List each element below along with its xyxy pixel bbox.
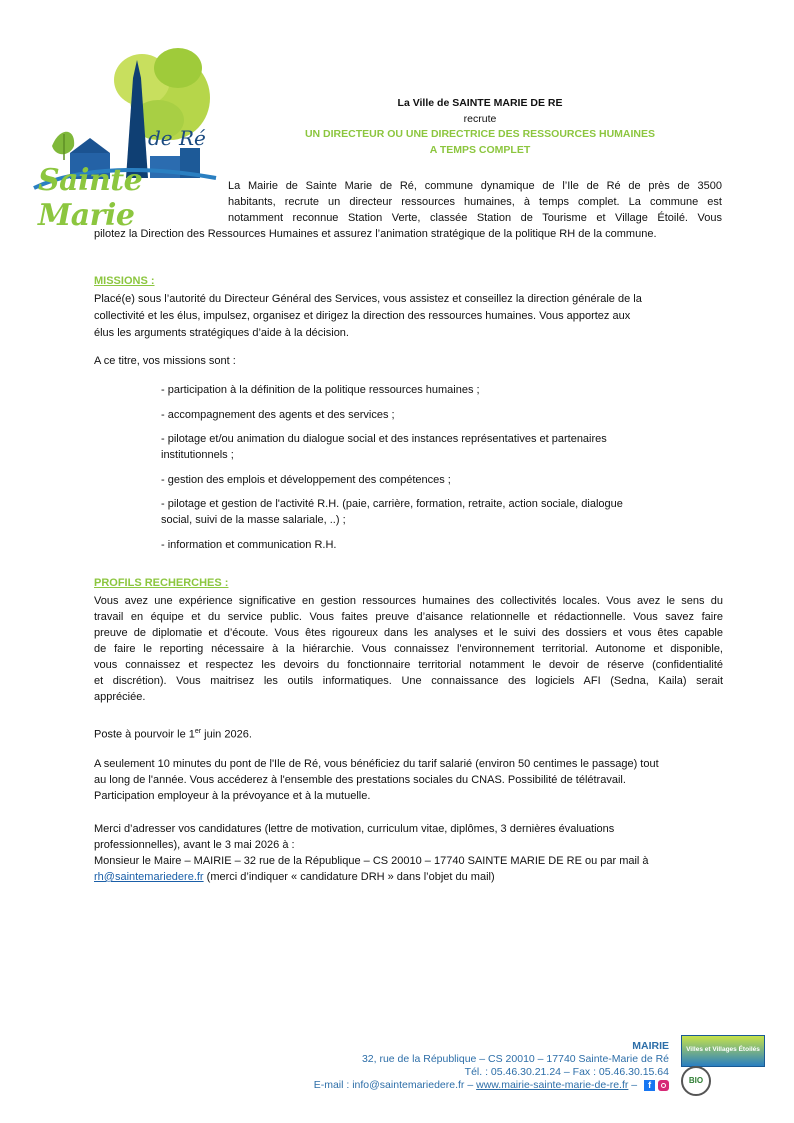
- footer-email: E-mail : info@saintemariedere.fr –: [313, 1079, 477, 1091]
- profiles-line: appréciée.: [94, 691, 146, 703]
- badge-label: Villes et Villages Étoilés: [686, 1046, 760, 1053]
- footer-title: MAIRIE: [632, 1040, 669, 1052]
- application-email-note: (merci d’indiquer « candidature DRH » dans l’objet du mail): [203, 871, 495, 883]
- profiles-paragraph: [94, 593, 723, 705]
- instagram-icon[interactable]: [658, 1080, 669, 1091]
- benefits-line: A seulement 10 minutes du pont de l'Ile de Ré, vous bénéficiez du tarif salarié (environ 50 centimes le passage) tout: [94, 758, 659, 770]
- missions-line: Placé(e) sous l’autorité du Directeur Général des Services, vous assistez et conseillez la direction générale de la: [94, 293, 642, 305]
- mission-item-line: - pilotage et gestion de l'activité R.H. (paie, carrière, formation, retraite, action sociale, dialogue: [161, 498, 623, 510]
- intro-line: habitants, recrute un directeur ressources humaines, à temps complet. La commune est: [228, 196, 722, 208]
- town-logo: [30, 38, 218, 233]
- application-line: [94, 869, 724, 885]
- start-date-suffix: juin 2026.: [201, 728, 252, 741]
- header-position: UN DIRECTEUR OU UNE DIRECTRICE DES RESSOURCES HUMAINES: [304, 128, 656, 140]
- organic-seal-icon: [681, 1066, 711, 1096]
- missions-intro: A ce titre, vos missions sont :: [94, 355, 236, 367]
- logo-wordmark: Sainte Marie: [38, 163, 143, 233]
- benefits-line: au long de l'année. Vous accéderez à l'ensemble des prestations sociales du CNAS. Possibilité de télétravail.: [94, 774, 626, 786]
- start-date-sup: er: [194, 728, 202, 735]
- mission-item: - participation à la définition de la politique ressources humaines ;: [161, 384, 480, 396]
- profiles-line: travail en équipe et du service public. Vous faites preuve d’aisance relationnelle et rédactionnelle. Vous savez faire: [94, 611, 723, 623]
- intro-paragraph: [228, 178, 722, 226]
- header-town: La Ville de SAINTE MARIE DE RE: [397, 97, 563, 109]
- profiles-line: de faire le reporting nécessaire à la hiérarchie. Vous connaissez l'environnement territorial. Autonome et disponible,: [94, 643, 723, 655]
- missions-paragraph: [94, 291, 714, 341]
- intro-line: notamment reconnue Station Verte, classée Station de Tourisme et Village Étoilé. Vous: [228, 212, 722, 224]
- header-recruits: recrute: [463, 112, 497, 125]
- application-line: professionnelles), avant le 3 mai 2026 à :: [94, 839, 295, 851]
- benefits-paragraph: [94, 756, 724, 804]
- missions-heading: MISSIONS :: [94, 275, 155, 287]
- benefits-line: Participation employeur à la prévoyance et à la mutuelle.: [94, 790, 371, 802]
- missions-line: élus les arguments stratégiques d’aide à la décision.: [94, 327, 349, 339]
- mission-item: [161, 496, 623, 528]
- mission-item-line: - pilotage et/ou animation du dialogue social et des instances représentatives et partenaires: [161, 433, 607, 445]
- header-time: A TEMPS COMPLET: [429, 143, 531, 156]
- profiles-heading: PROFILS RECHERCHES :: [94, 577, 229, 589]
- start-date: [94, 724, 252, 743]
- profiles-line: Vous avez une expérience significative en gestion ressources humaines des collectivités locales. Vous avez le sens du: [94, 595, 723, 607]
- mission-item: - information et communication R.H.: [161, 539, 337, 551]
- logo-script: de Ré: [148, 126, 206, 150]
- profiles-line: et discrétion). Vous maitrisez les outils informatiques. Une connaissance des logiciels AFI (Sedna, Kaila) serait: [94, 675, 723, 687]
- application-line: Monsieur le Maire – MAIRIE – 32 rue de la République – CS 20010 – 17740 SAINTE MARIE DE RE ou par mail à: [94, 855, 649, 867]
- footer-address: 32, rue de la République – CS 20010 – 17740 Sainte-Marie de Ré: [361, 1053, 669, 1065]
- profiles-line: vous connaissez et respectez les devoirs du fonctionnaire territorial notamment le devoir de réserve (confidentialité: [94, 659, 723, 671]
- intro-line-last: pilotez la Direction des Ressources Humaines et assurez l’animation stratégique de la politique RH de la commune.: [94, 228, 657, 240]
- facebook-icon[interactable]: f: [644, 1080, 655, 1091]
- application-paragraph: [94, 821, 724, 885]
- offer-header: [210, 96, 750, 158]
- mission-item-line: social, suivi de la masse salariale, ..) ;: [161, 514, 346, 526]
- application-email-link[interactable]: rh@saintemariedere.fr: [94, 871, 204, 883]
- footer-contact: [169, 1040, 669, 1092]
- application-line: Merci d’adresser vos candidatures (lettre de motivation, curriculum vitae, diplômes, 3 dernières évaluations: [94, 823, 615, 835]
- mission-item: - gestion des emplois et développement des compétences ;: [161, 474, 451, 486]
- start-date-prefix: Poste à pourvoir le 1: [94, 728, 195, 741]
- footer-phone: Tél. : 05.46.30.21.24 – Fax : 05.46.30.15.64: [464, 1066, 669, 1078]
- mission-item: - accompagnement des agents et des services ;: [161, 409, 395, 421]
- missions-line: collectivité et les élus, impulsez, organisez et dirigez la direction des ressources humaines. Vous apportez aux: [94, 310, 631, 322]
- profiles-line: preuve de diplomatie et d’écoute. Vous êtes rigoureux dans les analyses et le suivi des dossiers et vous êtes capable: [94, 627, 723, 639]
- mission-item-line: institutionnels ;: [161, 449, 234, 461]
- intro-line: La Mairie de Sainte Marie de Ré, commune dynamique de l’Ile de Ré de près de 3500: [228, 180, 722, 192]
- villes-villages-etoiles-badge: [681, 1035, 765, 1067]
- footer-email-row: [169, 1079, 669, 1092]
- seal-label: BIO: [688, 1076, 704, 1085]
- footer-separator: –: [628, 1079, 638, 1091]
- footer-website-link[interactable]: www.mairie-sainte-marie-de-re.fr: [476, 1079, 629, 1091]
- mission-item: [161, 431, 607, 463]
